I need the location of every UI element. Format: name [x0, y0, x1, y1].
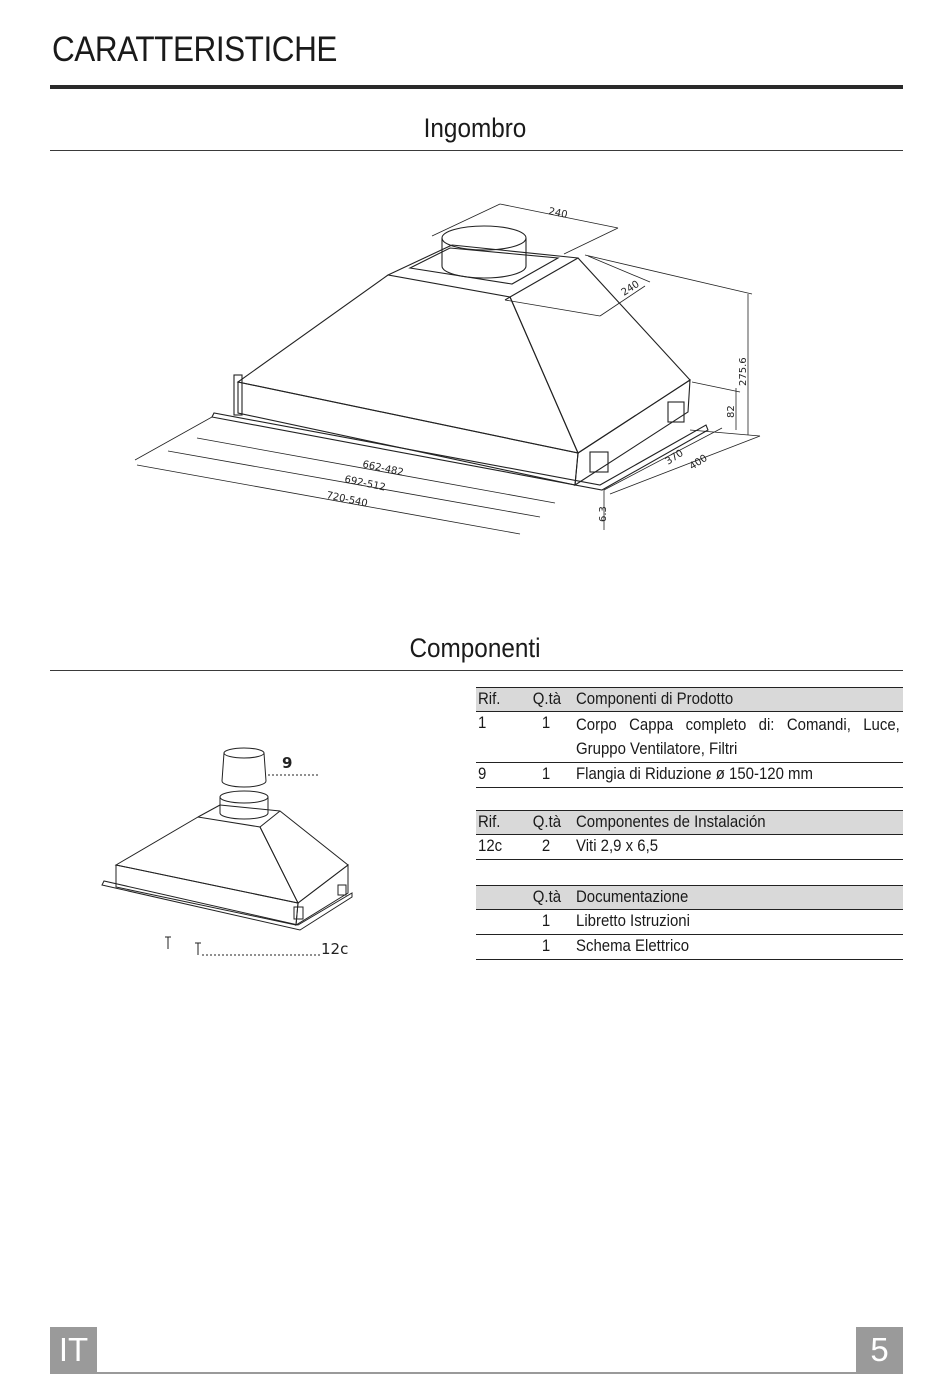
- hood-top-side: [510, 258, 690, 453]
- dim-top-depth: 240: [619, 278, 642, 299]
- hood-illustration: [102, 791, 352, 930]
- header-qty: Q.tà: [532, 812, 562, 831]
- table-row: [476, 763, 903, 788]
- header-desc: Componentes de Instalación: [576, 812, 766, 831]
- cell-qty: 1: [541, 936, 551, 955]
- dim-depth-inner: 370: [663, 447, 686, 468]
- product-components-table: [476, 687, 903, 788]
- dim-top-width: 240: [547, 206, 569, 221]
- installation-components-table: [476, 810, 903, 860]
- cell-qty: 1: [541, 911, 551, 930]
- outlet-collar: [442, 238, 526, 278]
- header-desc: Documentazione: [576, 887, 689, 906]
- dim-flange: 6.3: [598, 506, 609, 522]
- cell-qty: 1: [541, 764, 551, 783]
- label-flange-ref: 9: [282, 754, 293, 772]
- dim-width-2: 692-512: [343, 474, 387, 494]
- section-title-ingombro: Ingombro: [423, 113, 527, 143]
- header-qty: Q.tà: [532, 887, 562, 906]
- header-qty: Q.tà: [532, 689, 562, 708]
- cell-desc: Viti 2,9 x 6,5: [576, 836, 659, 855]
- table-row: [476, 712, 903, 763]
- dim-width-1: 662-482: [361, 459, 405, 479]
- language-badge: IT: [50, 1327, 97, 1373]
- hood-body-side: [575, 380, 690, 485]
- section-divider-ingombro: [50, 150, 903, 151]
- reduction-flange: [222, 748, 266, 787]
- cell-ref: 9: [478, 764, 487, 783]
- header-ref: Rif.: [478, 689, 501, 708]
- header-desc: Componenti di Prodotto: [576, 689, 734, 708]
- cell-desc: Schema Elettrico: [576, 936, 690, 955]
- table-header-row: [476, 687, 903, 712]
- hood-bottom-tray: [212, 413, 708, 490]
- page-title: CARATTERISTICHE: [52, 30, 337, 69]
- table-row: [476, 935, 903, 960]
- control-box-side: [668, 402, 684, 422]
- cell-desc: Flangia di Riduzione ø 150-120 mm: [576, 764, 813, 783]
- dimension-drawing: [0, 160, 950, 560]
- cell-ref: 12c: [478, 836, 503, 855]
- footer-divider: [50, 1372, 903, 1374]
- title-divider: [50, 85, 903, 89]
- cell-qty: 2: [541, 836, 551, 855]
- dim-depth-outer: 400: [687, 452, 710, 473]
- hood-top-front: [238, 275, 578, 453]
- dim-total-height: 275.6: [738, 357, 749, 386]
- components-drawing: [90, 735, 370, 970]
- table-row: [476, 835, 903, 860]
- documentation-table: [476, 885, 903, 960]
- screws: [165, 937, 201, 955]
- label-screw-ref: 12c: [321, 940, 349, 958]
- dim-body-height: 82: [726, 405, 737, 418]
- cell-desc: Libretto Istruzioni: [576, 911, 690, 930]
- table-header-row: [476, 885, 903, 910]
- table-header-row: [476, 810, 903, 835]
- hood-body-front: [238, 382, 578, 485]
- table-row: [476, 910, 903, 935]
- cell-desc: Corpo Cappa completo di: Comandi, Luce, Gruppo Ventilatore, Filtri: [576, 715, 900, 758]
- dim-width-3: 720-540: [325, 490, 369, 510]
- section-title-componenti: Componenti: [409, 633, 541, 663]
- cell-ref: 1: [478, 713, 487, 732]
- section-divider-componenti: [50, 670, 903, 671]
- header-ref: Rif.: [478, 812, 501, 831]
- page-number: 5: [856, 1327, 903, 1373]
- cell-qty: 1: [541, 713, 551, 732]
